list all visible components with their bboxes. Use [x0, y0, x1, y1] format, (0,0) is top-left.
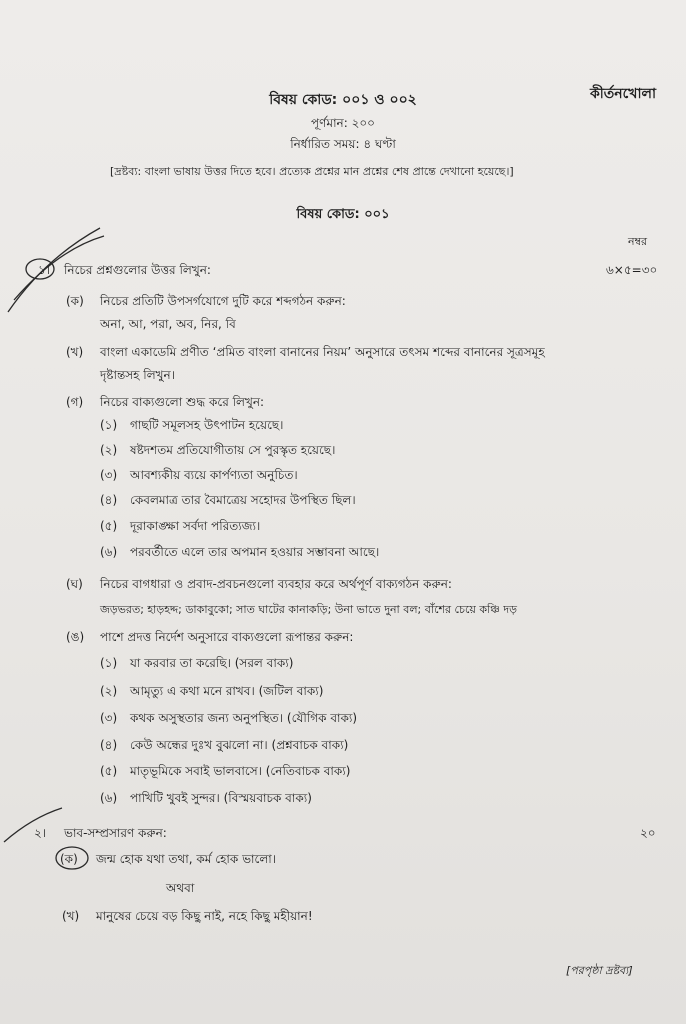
q2a-text: জন্ম হোক যথা তথা, কর্ম হোক ভালো। [96, 852, 277, 866]
q1a-label: (ক) [66, 294, 84, 308]
q1c-label: (গ) [66, 395, 84, 409]
item-text: পাখিটি খুবই সুন্দর। (বিস্ময়বাচক বাক্য) [130, 791, 312, 805]
time-allowed: নির্ধারিত সময়: ৪ ঘণ্টা [290, 137, 396, 151]
list-item [100, 518, 260, 538]
list-item [100, 442, 335, 462]
q1b-label: (খ) [66, 345, 84, 359]
item-text: কথক অসুস্থতার জন্য অনুপস্থিত। (যৌগিক বাক্য) [130, 711, 358, 725]
question-2-text: ভাব-সম্প্রসারণ করুন: [64, 826, 167, 840]
list-item [100, 467, 298, 487]
next-page-note: [পরপৃষ্ঠা দ্রষ্টব্য] [566, 964, 633, 977]
section-title: বিষয় কোড: ০০১ [296, 207, 390, 222]
subject-code-title: বিষয় কোড: ০০১ ও ০০২ [269, 92, 417, 108]
item-text: আবশ্যকীয় ব্যয়ে কার্পণ্যতা অনুচিত। [130, 468, 298, 482]
q1a-text: নিচের প্রতিটি উপসর্গযোগে দুটি করে শব্দগঠন করুন: [100, 294, 346, 308]
marks-column-label: নম্বর [628, 235, 648, 248]
item-number: (৩) [100, 711, 118, 725]
item-number: (৪) [100, 493, 118, 507]
question-1-marks: ৬×৫=৩০ [606, 263, 658, 277]
q1d-label: (ঘ) [66, 577, 83, 591]
list-item [100, 417, 283, 437]
q2b-text: মানুষের চেয়ে বড় কিছু নাই, নহে কিছু মহীয়ান! [96, 909, 313, 923]
brand-label: কীর্তনখোলা [590, 86, 657, 102]
list-item [100, 492, 356, 512]
item-text: যা করবার তা করেছি। (সরল বাক্য) [130, 656, 294, 670]
full-marks: পূর্ণমান: ২০০ [311, 116, 375, 130]
q2a-label: (ক) [60, 852, 78, 866]
item-number: (৫) [100, 519, 118, 533]
q1d-text: নিচের বাগধারা ও প্রবাদ-প্রবচনগুলো ব্যবহার করে অর্থপূর্ণ বাক্যগঠন করুন: [100, 577, 452, 591]
q1d-items: জড়ভরত; হাড়হদ্দ; ডাকাবুকো; সাত ঘাটের কানাকড়ি; উনা ভাতে দুনা বল; বাঁশের চেয়ে কঞ্চি দড় [100, 603, 517, 616]
list-item [100, 544, 379, 564]
item-number: (৩) [100, 468, 118, 482]
q1a-items: অনা, আ, পরা, অব, নির, বি [100, 317, 236, 331]
or-separator: অথবা [166, 881, 195, 895]
item-text: গাছটি সমূলসহ উৎপাটন হয়েছে। [130, 418, 284, 432]
item-text: আমৃত্যু এ কথা মনে রাখব। (জটিল বাক্য) [130, 684, 324, 698]
q1b-line-1: বাংলা একাডেমি প্রণীত ‘প্রমিত বাংলা বানানের নিয়ম’ অনুসারে তৎসম শব্দের বানানের সূত্রসমূহ [100, 345, 545, 359]
item-number: (৪) [100, 738, 118, 752]
item-number: (২) [100, 684, 118, 698]
list-item [100, 790, 312, 810]
question-2-marks: ২০ [640, 826, 656, 840]
item-number: (৬) [100, 545, 118, 559]
item-number: (৬) [100, 791, 118, 805]
list-item [100, 655, 293, 675]
list-item [100, 683, 323, 703]
item-text: মাতৃভূমিকে সবাই ভালবাসে। (নেতিবাচক বাক্য) [130, 764, 351, 778]
list-item [100, 737, 348, 757]
item-number: (১) [100, 656, 118, 670]
tick-mark-q2 [4, 808, 62, 842]
item-number: (১) [100, 418, 118, 432]
list-item [100, 710, 357, 730]
item-number: (৫) [100, 764, 118, 778]
instruction-note: [দ্রষ্টব্য: বাংলা ভাষায় উত্তর দিতে হবে। প্রত্যেক প্রশ্নের মান প্রশ্নের শেষ প্রান্তে দেখানো হয়েছে।] [110, 165, 514, 178]
q2b-label: (খ) [62, 909, 80, 923]
item-text: ষষ্টদশতম প্রতিযোগীতায় সে পুরস্কৃত হয়েছে। [130, 443, 336, 457]
q1e-text: পাশে প্রদত্ত নির্দেশ অনুসারে বাক্যগুলো রূপান্তর করুন: [100, 630, 354, 644]
item-text: কেবলমাত্র তার বৈমাত্রেয় সহোদর উপস্থিত ছিল। [130, 493, 356, 507]
item-number: (২) [100, 443, 118, 457]
item-text: কেউ অন্ধের দুঃখ বুঝলো না। (প্রশ্নবাচক বাক্য) [130, 738, 349, 752]
q1e-label: (ঙ) [66, 630, 85, 644]
question-1-text: নিচের প্রশ্নগুলোর উত্তর লিখুন: [64, 263, 211, 277]
item-text: পরবর্তীতে এলে তার অপমান হওয়ার সম্ভাবনা আছে। [130, 545, 380, 559]
q1c-text: নিচের বাক্যগুলো শুদ্ধ করে লিখুন: [100, 395, 265, 409]
question-2-number: ২। [34, 826, 47, 840]
question-1-number: ১। [38, 263, 51, 277]
list-item [100, 763, 350, 783]
q1b-line-2: দৃষ্টান্তসহ লিখুন। [100, 368, 176, 382]
item-text: দূরাকাঙ্ক্ষা সর্বদা পরিত্যজ্য। [130, 519, 261, 533]
